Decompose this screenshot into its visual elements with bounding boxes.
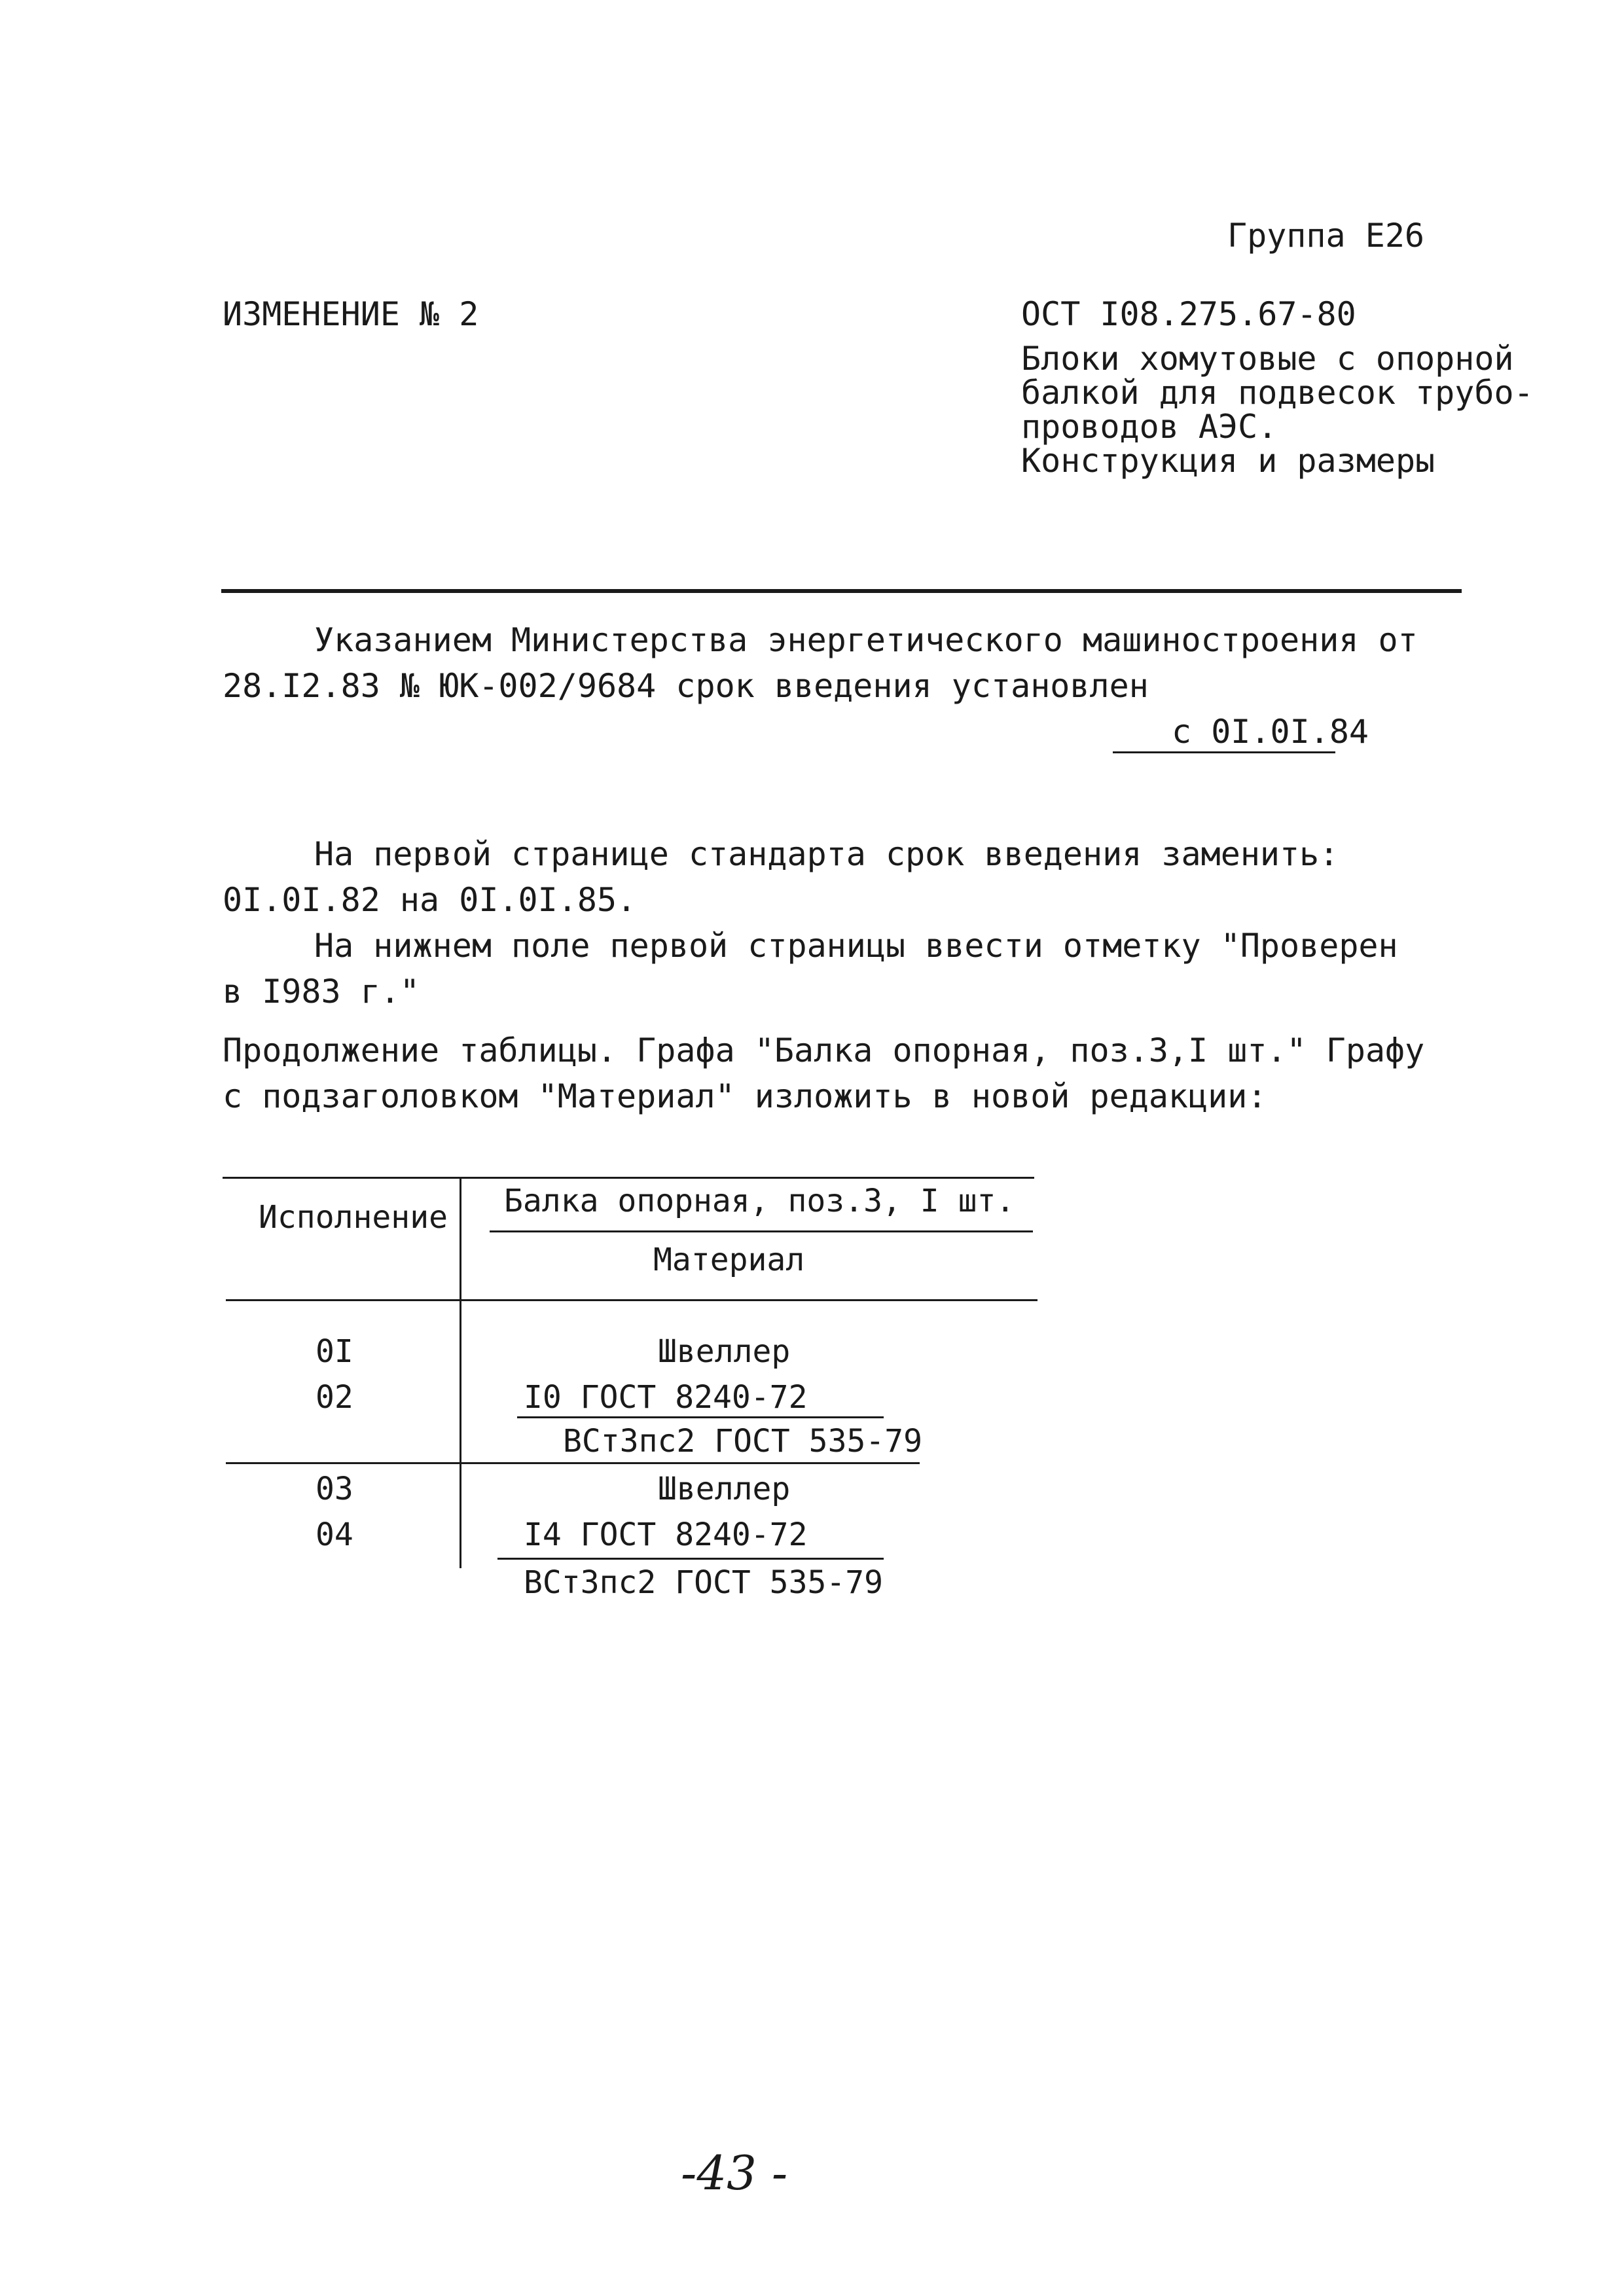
- fraction-rule: [497, 1558, 884, 1560]
- title-line: Конструкция и размеры: [1021, 442, 1435, 480]
- subheader-rule: [490, 1230, 1033, 1232]
- para2-line: 0I.0I.82 на 0I.0I.85.: [223, 881, 637, 919]
- para4-line: Продолжение таблицы. Графа "Балка опорная, поз.3,I шт." Графу: [223, 1031, 1425, 1069]
- material-name: Швеллер: [658, 1471, 791, 1507]
- table-column-divider: [460, 1177, 461, 1568]
- title-line: балкой для подвесок трубо-: [1021, 374, 1534, 412]
- material-profile: I4 ГОСТ 8240-72: [524, 1516, 808, 1553]
- column-subheader-material: Материал: [653, 1242, 805, 1278]
- material-profile: I0 ГОСТ 8240-72: [524, 1379, 808, 1416]
- header-divider: [221, 589, 1462, 593]
- para2-line: На первой странице стандарта срок введения заменить:: [314, 835, 1339, 873]
- effective-date: с 0I.0I.84: [1172, 713, 1369, 751]
- row-separator: [226, 1462, 920, 1464]
- standard-code: ОСТ I08.275.67-80: [1021, 295, 1356, 333]
- table-top-rule: [223, 1177, 1034, 1179]
- group-label: Группа Е26: [1227, 217, 1425, 255]
- execution-id: 0I: [316, 1333, 353, 1370]
- title-line: Блоки хомутовые с опорной: [1021, 340, 1514, 378]
- column-header-beam: Балка опорная, поз.3, I шт.: [504, 1183, 1015, 1219]
- execution-id: 04: [316, 1516, 353, 1553]
- change-label: ИЗМЕНЕНИЕ № 2: [223, 295, 479, 333]
- column-header-execution: Исполнение: [259, 1199, 448, 1236]
- material-steel: ВСт3пс2 ГОСТ 535-79: [524, 1564, 884, 1601]
- para3-line: На нижнем поле первой страницы ввести отметку "Проверен: [314, 927, 1398, 965]
- para1-line: Указанием Министерства энергетического машиностроения от: [314, 621, 1418, 659]
- execution-id: 02: [316, 1379, 353, 1416]
- execution-id: 03: [316, 1471, 353, 1507]
- fraction-rule: [517, 1416, 884, 1418]
- page-number: -43 -: [681, 2145, 788, 2200]
- header-bottom-rule: [226, 1299, 1038, 1301]
- material-name: Швеллер: [658, 1333, 791, 1370]
- title-line: проводов АЭС.: [1021, 408, 1278, 446]
- para3-line: в I983 г.": [223, 973, 420, 1011]
- material-steel: ВСт3пс2 ГОСТ 535-79: [563, 1423, 923, 1460]
- para4-line: с подзаголовком "Материал" изложить в новой редакции:: [223, 1077, 1267, 1115]
- effective-date-underline: [1113, 751, 1335, 753]
- para1-line: 28.I2.83 № ЮК-002/9684 срок введения установлен: [223, 667, 1149, 705]
